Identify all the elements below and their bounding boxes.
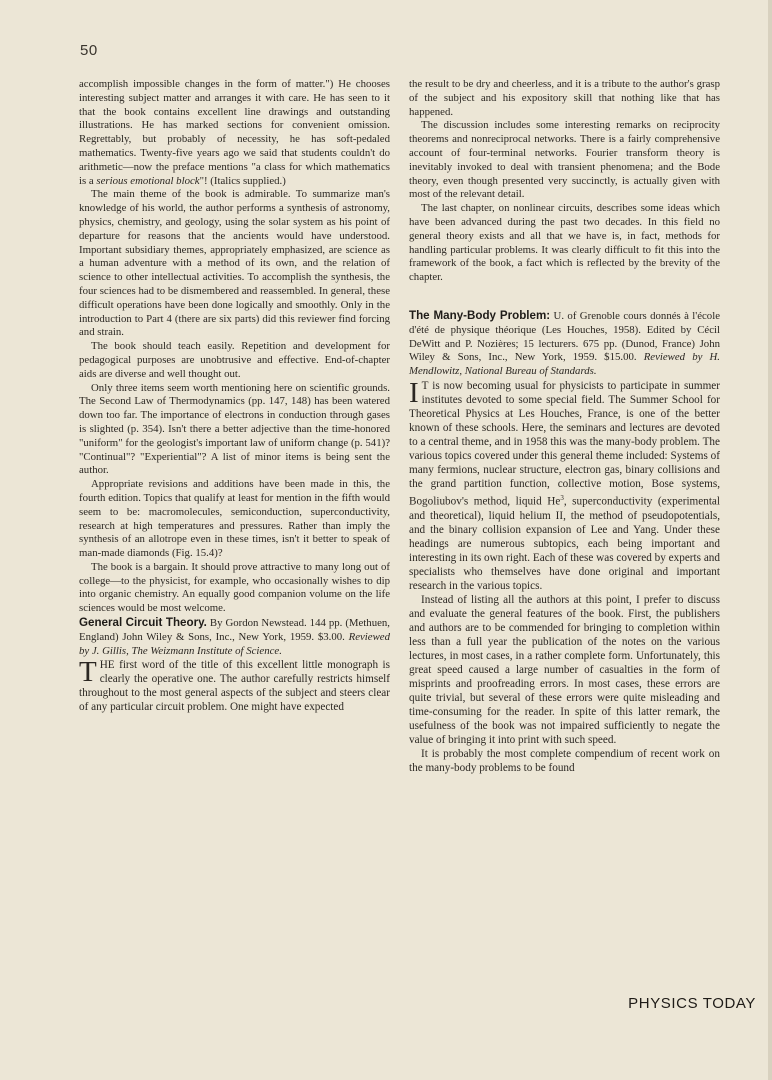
review-heading: General Circuit Theory. By Gordon Newstead. 144 pp. (Methuen, England) John Wiley & Sons, Inc., New York, 1959. $3.00. Reviewed by J. Gillis, The Weizmann Institute of Science. <box>79 616 390 657</box>
drop-cap: T <box>79 656 97 689</box>
page-number: 50 <box>80 42 98 59</box>
paragraph: accomplish impossible changes in the form of matter.") He chooses interesting subject matter and arranges it with care. He has seen to it that the book contains excellent line drawings and outstanding illustrations. He has marked sections for convenient omission. Regrettably, but probably of necessity, he has soft-pedaled mathematics. Twenty-five years ago we said that students couldn't do arithmetic—now the preface mentions "a class for which mathematics is a serious emotional block"! (Italics supplied.) <box>79 78 390 187</box>
left-column <box>79 78 390 714</box>
journal-footer: PHYSICS TODAY <box>628 995 756 1012</box>
review-body: I T is now becoming usual for physicists to participate in summer institutes devoted to some special field. The Summer School for Theoretical Physics at Les Houches, France, is one of the better known of these schools. Here, the seminars and lectures are devoted to a central theme, and in 1958 this was the many-body problem. The various topics covered under this general theme included: Systems of many fermions, nuclear structure, electron gas, binary collisions and the grand partition function, collective motion, Bose systems, Bogoliubov's method, liquid He$^3$, superconductivity (experimental and theoretical), liquid helium II, the method of pseudopotentials, and the binary collision expansion of Lee and Yang. Under these headings are numerous subtopics, each being important and interesting in its own right. Each of these was covered by experts and specialists who themselves have done original and important research in the various topics. <box>409 376 721 592</box>
right-column <box>409 78 720 775</box>
drop-cap: I <box>409 376 419 409</box>
review-title: The Many-Body Problem: <box>409 308 551 322</box>
review-title: General Circuit Theory. <box>79 616 207 630</box>
paragraph: The book is a bargain. It should prove attractive to many long out of college—to the physicist, for example, who occasionally wishes to dip into organic chemistry. An equally good companion volume on the life sciences would be most welcome. <box>79 560 390 615</box>
paragraph: The main theme of the book is admirable. To summarize man's knowledge of his world, the author performs a synthesis of astronomy, physics, chemistry, and geology, using the solar system as his point of departure for reasons that the ancients would have understood. Important subsidiary themes, appropriately emphasized, are science as a human adventure with a method of its own, and the relation of science to other intellectual activities. To accomplish the synthesis, the four sciences had to be dismembered and reassembled. In general, these difficult operations have been done logically and smoothly. Only in the introduction to Part 4 (there are six parts) did this reviewer find forcing and strain. <box>79 188 390 339</box>
page-edge <box>768 0 772 1080</box>
paragraph: The last chapter, on nonlinear circuits, describes some ideas which have been advanced during the past two decades. In this field no general theory exists and all that we have is, in fact, methods for handling particular problems. It was clearly difficult to fit this into the framework of the book, a fact which is reflected by the brevity of the chapter. <box>409 202 720 284</box>
review-body: THE first word of the title of this excellent little monograph is clearly the operative one. The author carefully restricts himself throughout to the most general aspects of the subject and steers clear of any particular circuit problem. One might have expected <box>79 656 390 714</box>
paragraph: Only three items seem worth mentioning here on scientific grounds. The Second Law of Thermodynamics (pp. 147, 148) has been watered down too far. The importance of electrons in conduction through gases is slighted (p. 354). Isn't there a better adjective than the time-honored "uniform" for the geologist's important law of uniform change (p. 541)? "Continual"? "Experiential"? A list of minor items is being sent the author. <box>79 381 390 477</box>
paragraph: Instead of listing all the authors at this point, I prefer to discuss and evaluate the general features of the book. First, the publishers and authors are to be commended for bringing to completion within less than a full year the publication of the notes on the various lectures, in most cases, in a rather complete form. Unfortunately, this great speed caused a large number of casualties in the form of misprints and proofreading errors. In most cases, these errors are quite trivial, but several of these errors were quite misleading and time-consuming for the reader. In spite of this latter remark, the usefulness of the book was not impaired sufficiently to negate the value of bringing it into print with such speed. <box>409 593 720 746</box>
paragraph: the result to be dry and cheerless, and it is a tribute to the author's grasp of the subject and his expository skill that nothing like that has happened. <box>409 78 720 118</box>
review-heading: The Many-Body Problem: U. of Grenoble cours donnés à l'école d'été de physique théorique (Les Houches, 1958). Edited by Cécil DeWitt and P. Nozières; 15 lecturers. 675 pp. (Dunod, France) John Wiley & Sons, Inc., New York, 1959. $15.00. Reviewed by H. Mendlowitz, National Bureau of Standards. <box>409 308 720 378</box>
paragraph: Appropriate revisions and additions have been made in this, the fourth edition. Topics that qualify at least for mention in the fifth would seem to be: macromolecules, semiconduction, superconductivity, research at high temperatures and pressures. Rather than imply the synthesis of an allotrope even in these times, isn't it better to speak of man-made diamonds (Fig. 15.4)? <box>79 478 390 560</box>
paragraph: The discussion includes some interesting remarks on reciprocity theorems and nonreciprocal networks. There is a fairly comprehensive account of four-terminal networks. Fourier transform theory is inevitably invoked to deal with transient phenomena; and the Bode theory, even though presented very succinctly, is actually given with most of the relevant detail. <box>409 119 720 201</box>
paragraph: It is probably the most complete compendium of recent work on the many-body problems to be found <box>409 747 720 774</box>
reviewer: Reviewed by H. Mendlowitz, National Bureau of Standards. <box>409 351 720 378</box>
reviewer: Reviewed by J. Gillis, The Weizmann Institute of Science. <box>79 630 390 657</box>
paragraph: The book should teach easily. Repetition and development for pedagogical purposes are unobtrusive and effective. End-of-chapter aids are diverse and well thought out. <box>79 340 390 380</box>
